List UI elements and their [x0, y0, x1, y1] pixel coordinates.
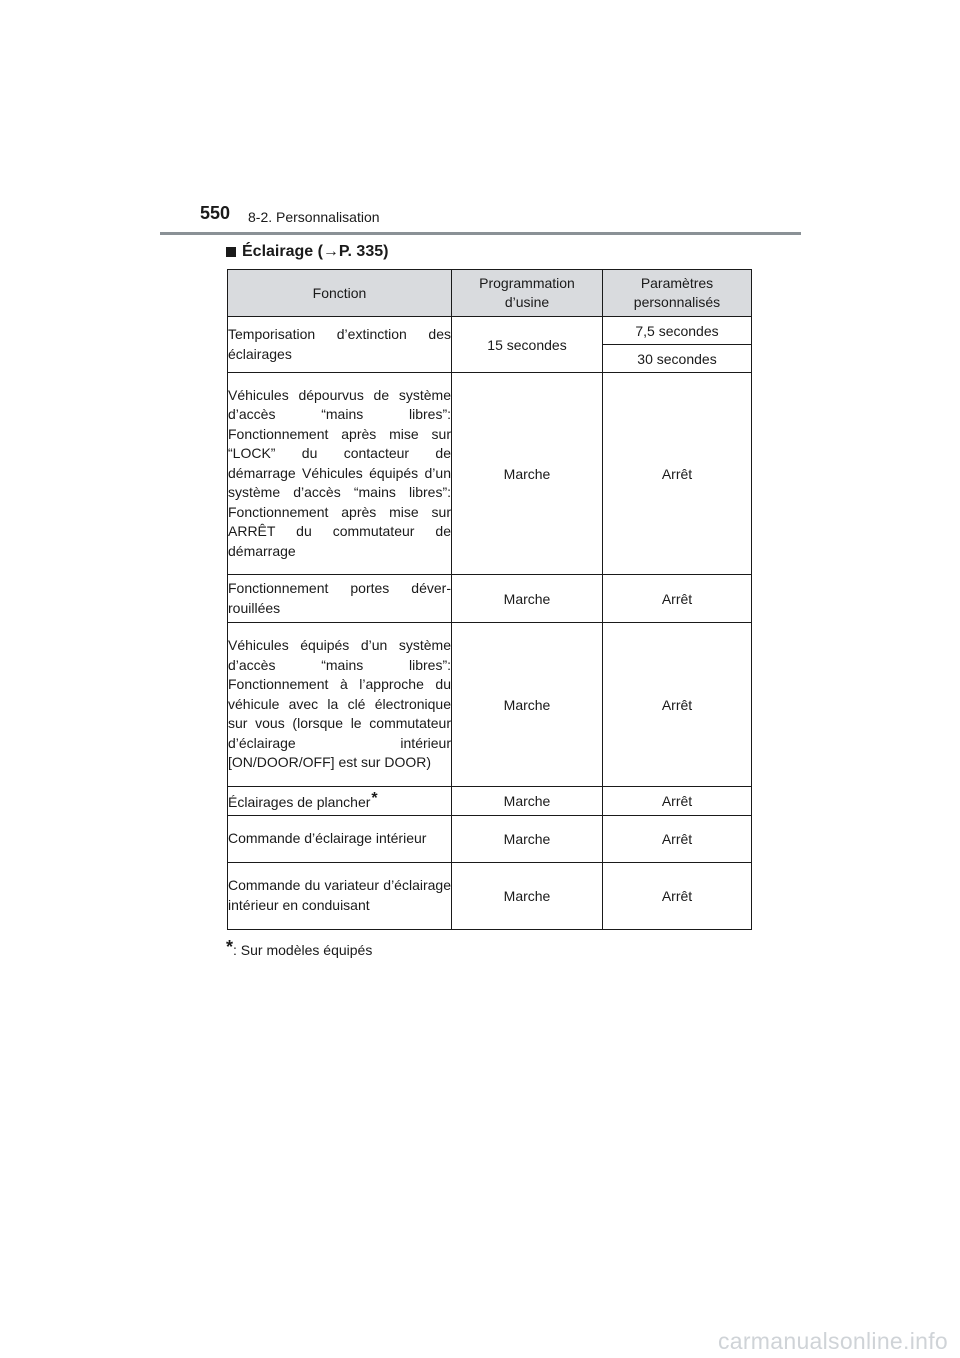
table-header-row — [228, 270, 752, 317]
function-cell: Temporisation d’extinction des éclairages — [228, 317, 452, 373]
function-cell: Fonctionnement portes déverrouillées — [228, 575, 452, 623]
custom-cell: Arrêt — [603, 815, 752, 862]
footnote-text: : Sur modèles équipés — [233, 942, 373, 958]
function-cell: Commande du variateur d’éclairage intérieur en conduisant — [228, 862, 452, 929]
custom-cell: 30 secondes — [603, 345, 752, 373]
chapter-title: 8-2. Personnalisation — [248, 209, 380, 225]
table-row — [228, 787, 752, 816]
footnote — [226, 937, 372, 958]
table-row — [228, 373, 752, 575]
factory-cell: Marche — [452, 575, 603, 623]
custom-cell: Arrêt — [603, 373, 752, 575]
factory-cell: 15 secondes — [452, 317, 603, 373]
factory-cell: Marche — [452, 373, 603, 575]
factory-cell: Marche — [452, 787, 603, 816]
header-divider — [160, 232, 801, 235]
custom-cell: Arrêt — [603, 575, 752, 623]
factory-cell: Marche — [452, 815, 603, 862]
square-bullet-icon — [226, 247, 236, 257]
footnote-asterisk: * — [226, 937, 234, 957]
section-title: Éclairage (→P. 335) — [242, 243, 389, 260]
customization-table — [227, 269, 752, 930]
header-custom-settings: Paramètres personnalisés — [603, 270, 752, 317]
function-label: Éclairages de plancher — [228, 794, 371, 810]
section-heading — [226, 243, 388, 261]
asterisk-mark: * — [371, 790, 378, 807]
table-row — [228, 575, 752, 623]
header-factory-setting: Programmation d’usine — [452, 270, 603, 317]
table-row — [228, 317, 752, 345]
header-function: Fonction — [228, 270, 452, 317]
function-cell — [228, 787, 452, 816]
page-number: 550 — [200, 203, 231, 223]
function-cell: Commande d’éclairage intérieur — [228, 815, 452, 862]
table-row — [228, 862, 752, 929]
custom-cell: Arrêt — [603, 623, 752, 787]
function-cell: Véhicules équipés d’un système d’accès “mains libres”: Fonctionnement à l’approche du véhicule avec la clé électronique sur vous (lorsque le commutateur d’éclairage intérieur [ON/DOOR/OFF] est sur DOOR) — [228, 623, 452, 787]
function-cell: Véhicules dépourvus de système d’accès “mains libres”: Fonctionnement après mise sur “LOCK” du contacteur de démarrage Véhicules équipés d’un système d’accès “mains libres”: Fonctionnement après mise sur ARRÊT du commutateur de démarrage — [228, 373, 452, 575]
factory-cell: Marche — [452, 862, 603, 929]
custom-cell: Arrêt — [603, 862, 752, 929]
custom-cell: 7,5 secondes — [603, 317, 752, 345]
factory-cell: Marche — [452, 623, 603, 787]
watermark-link[interactable]: carmanualsonline.info — [717, 1328, 948, 1354]
table-row — [228, 623, 752, 787]
custom-cell: Arrêt — [603, 787, 752, 816]
table-row — [228, 815, 752, 862]
